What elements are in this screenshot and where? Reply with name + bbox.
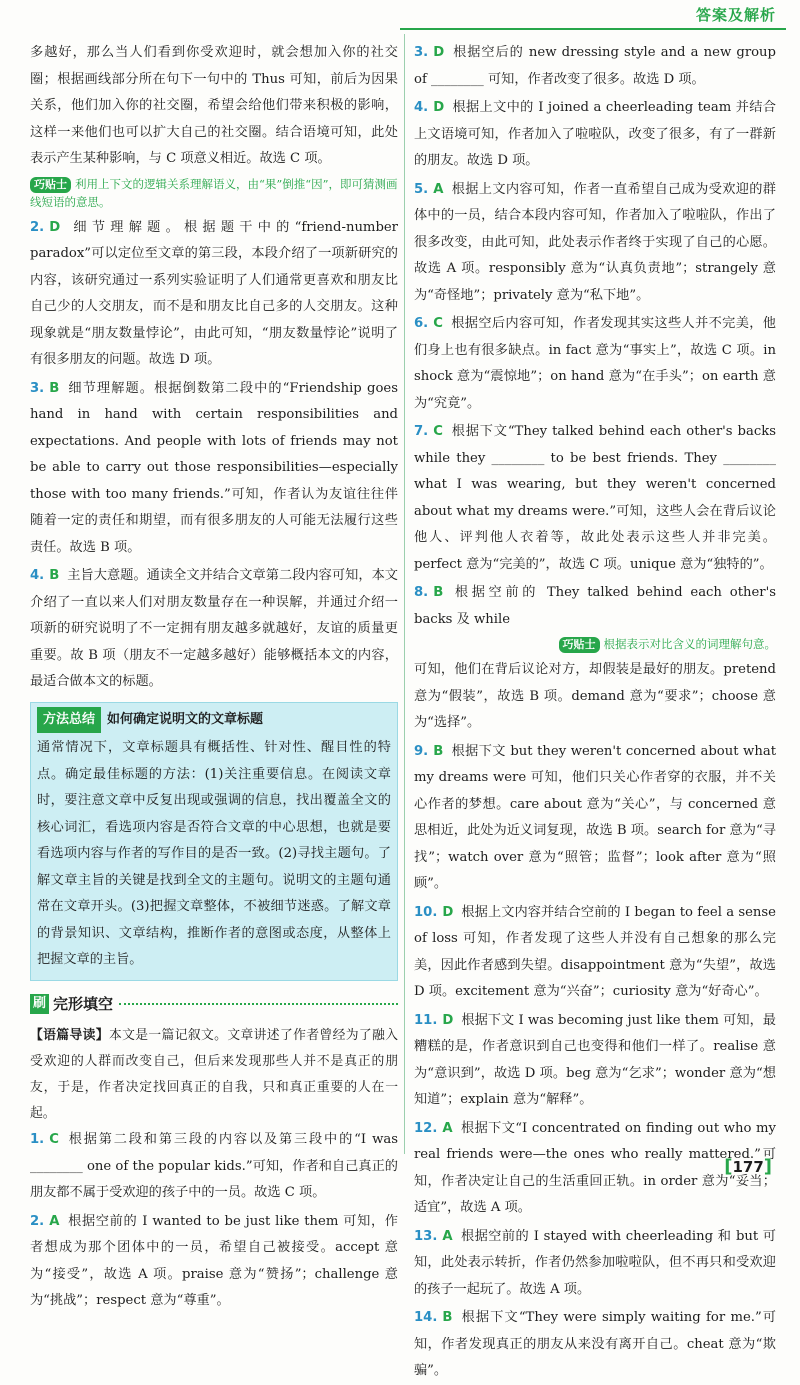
cloze-item-continued [414, 657, 776, 737]
item-number: 3. [414, 45, 429, 60]
answer-item [30, 215, 398, 374]
item-text: 根据下文 I was becoming just like them 可知，最糟糕的是，作者意识到自己也变得和他们一样了。realise 意为“意识到”，故选 D 项。beg 意为“乞求”；wonder 意为“想知道”；explain 意为“解释”。 [414, 1012, 776, 1107]
item-answer: B [433, 743, 444, 759]
item-answer: A [442, 1120, 453, 1136]
item-text: 根据下文“They were simply waiting for me.”可知，作者发现真正的朋友从来没有离开自己。cheat 意为“欺骗”。 [414, 1310, 776, 1378]
guide-label: 【语篇导读】 [30, 1028, 109, 1043]
cloze-item [414, 580, 776, 633]
cloze-item [414, 419, 776, 578]
item-answer: A [433, 181, 444, 197]
item-answer: D [433, 100, 445, 115]
item-text: 细节理解题。根据倒数第二段中的“Friendship goes hand in hand with certain responsibilities and expectations. And people with lots of friends may not be able to carry out those responsibilities—especially those with too many friends.”可知，作者认为友谊往往伴随着一定的责任和期望，而有很多朋友的人可能无法履行这些责任。故选 B 项。 [30, 380, 398, 555]
left-column [30, 40, 399, 1308]
item-answer: B [49, 380, 60, 396]
answer-item [30, 563, 398, 696]
cloze-item [414, 95, 776, 175]
item-text: 根据空前的 I stayed with cheerleading 和 but 可知，此处表示转折，作者仍然参加啦啦队，但不再只和受欢迎的孩子一起玩了。故选 A 项。 [414, 1228, 776, 1297]
item-number: 4. [30, 568, 45, 583]
column-divider [404, 34, 405, 1154]
tip-badge: 巧贴士 [30, 177, 71, 193]
item-text: 细节理解题。根据题干中的“friend-number paradox”可以定位至文章的第三段，本段介绍了一项新研究的内容，该研究通过一系列实验证明了人们通常更喜欢和朋友比自己少的人交朋友，而不是和朋友比自己多的人交朋友。这种现象就是“朋友数量悖论”，由此可知，“朋友数量悖论”说明了有很多朋友的问题。故选 D 项。 [30, 219, 398, 367]
intro-paragraph: 多越好，那么当人们看到你受欢迎时，就会想加入你的社交圈；根据画线部分所在句下一句中的 Thus 可知，前后为因果关系，他们加入你的社交圈，希望会给他们带来积极的影响，这样一来他们也可以扩大自己的社交圈。结合语境可知，此处表示产生某种影响，与 C 项意义相近。故选 C 项。 [30, 45, 398, 166]
item-number: 11. [414, 1012, 438, 1028]
method-tag: 方法总结 [37, 707, 101, 734]
item-answer: D [49, 219, 61, 235]
cloze-item [30, 1209, 398, 1315]
answer-item [30, 376, 398, 562]
item-answer: B [49, 568, 60, 583]
item-text: 根据空前的 I wanted to be just like them 可知，作者想成为那个团体中的一员，希望自己被接受。accept 意为“接受”，故选 A 项。praise 意为“赞扬”；challenge 意为“挑战”；respect 意为“尊重”。 [30, 1213, 398, 1308]
item-number: 9. [414, 743, 429, 759]
cloze-item [414, 40, 776, 93]
cloze-item [414, 1305, 776, 1385]
guide-text: 本文是一篇记叙文。文章讲述了作者曾经为了融入受欢迎的人群而改变自己，但后来发现那些人并不是真正的朋友，于是，作者决定找回真正的自我，只和真正重要的人在一起。 [30, 1028, 399, 1121]
section-badge: 刷 [30, 994, 49, 1014]
item-text: 根据上文内容并结合空前的 I began to feel a sense of loss 可知，作者发现了这些人并没有自己想象的那么完美，因此作者感到失望。disappointment 意为“失望”，故选 D 项。excitement 意为“兴奋”；curiosity 意为“好奇心”。 [414, 904, 776, 999]
section-heading [30, 991, 398, 1018]
item-number: 5. [414, 181, 429, 197]
section-title: 完形填空 [53, 994, 114, 1013]
item-text: 主旨大意题。通读全文并结合文章第二段内容可知，本文介绍了一直以来人们对朋友数量存在一种误解，并通过介绍一项新的研究说明了不一定拥有朋友越多就越好，友谊的质量更重要。故 B 项（朋友不一定越多越好）能够概括本文的内容，最适合做本文的标题。 [30, 568, 398, 689]
item-text: 根据空后的 new dressing style and a new group of ________ 可知，作者改变了很多。故选 D 项。 [414, 45, 776, 87]
item-answer: C [433, 316, 443, 331]
page-number: [177] [724, 1156, 772, 1177]
item-answer: A [442, 1228, 453, 1244]
item-text: 可知，他们在背后议论对方，却假装是最好的朋友。pretend 意为“假装”，故选 B 项。demand 意为“要求”；choose 意为“选择”。 [414, 662, 776, 730]
cloze-item [414, 177, 776, 310]
item-answer: C [49, 1132, 59, 1147]
item-number: 2. [30, 219, 45, 235]
tip-note [414, 635, 776, 653]
method-heading [37, 707, 391, 734]
item-number: 13. [414, 1228, 438, 1244]
cloze-item [414, 311, 776, 417]
item-text: 根据上文内容可知，作者一直希望自己成为受欢迎的群体中的一员，结合本段内容可知，作者加入了啦啦队，作出了很多改变，由此可知，此处表示作者终于实现了自己的心愿。故选 A 项。responsibly 意为“认真负责地”；strangely 意为“奇怪地”；privately 意为“私下地”。 [414, 181, 776, 303]
item-text: 根据空后内容可知，作者发现其实这些人并不完美，他们身上也有很多缺点。in fact 意为“事实上”，故选 C 项。in shock 意为“震惊地”；on hand 意为“在手头”；on earth 意为“究竟”。 [414, 316, 776, 411]
cloze-item [414, 900, 776, 1006]
item-answer: D [433, 45, 445, 60]
cloze-item [30, 1127, 398, 1207]
section-dotted-rule [119, 1003, 398, 1005]
item-answer: C [433, 424, 443, 439]
item-number: 14. [414, 1310, 438, 1325]
item-number: 7. [414, 424, 429, 439]
item-number: 4. [414, 100, 429, 115]
item-number: 1. [30, 1132, 45, 1147]
item-text: 根据上文中的 I joined a cheerleading team 并结合上文语境可知，作者加入了啦啦队，改变了很多，有了一群新的朋友。故选 D 项。 [414, 100, 776, 168]
item-text: 根据下文“I concentrated on finding out who my real friends were—the ones who really mattered.”可知，作者决定让自己的生活重回正轨。in order 意为“妥当；适宜”，故选 A 项。 [414, 1120, 776, 1215]
item-text: 根据下文“They talked behind each other's backs while they ________ to be best friends. They ________ what I was wearing, but they weren't concerned about what my dreams were.”可知，这些人会在背后议论他人、评判他人衣着等，故此处表示这些人并非完美。perfect 意为“完美的”，故选 C 项。unique 意为“独特的”。 [414, 424, 776, 572]
item-number: 2. [30, 1213, 45, 1229]
item-number: 8. [414, 585, 429, 600]
item-answer: D [442, 904, 454, 920]
item-text: 根据下文 but they weren't concerned about what my dreams were 可知，他们只关心作者穿的衣服，并不关心作者的梦想。care about 意为“关心”，与 concerned 意思相近，此处为近义词复现，故选 B 项。search for 意为“寻找”；watch over 意为“照管；监督”；look after 意为“照顾”。 [414, 743, 776, 891]
item-number: 12. [414, 1120, 438, 1136]
item-text: 根据空前的 They talked behind each other's backs 及 while [414, 585, 776, 627]
item-number: 3. [30, 380, 45, 396]
passage-guide [30, 1023, 398, 1127]
item-answer: B [433, 585, 444, 600]
item-text: 根据第二段和第三段的内容以及第三段中的“I was ________ one of the popular kids.”可知，作者和自己真正的朋友都不属于受欢迎的孩子中的一员。故选 C 项。 [30, 1132, 398, 1200]
method-title: 如何确定说明文的文章标题 [107, 711, 264, 727]
cloze-item [414, 1224, 776, 1304]
item-answer: A [49, 1213, 60, 1229]
method-text: 通常情况下，文章标题具有概括性、针对性、醒目性的特点。确定最佳标题的方法：(1)关注重要信息。在阅读文章时，要注意文章中反复出现或强调的信息，找出覆盖全文的核心词汇，看选项内容是否符合文章的中心思想，也就是要看选项内容与作者的写作目的是否一致。(2)寻找主题句。了解文章主旨的关键是找到全文的主题句。说明文的主题句通常在文章开头。(3)把握文章整体，不被细节迷惑。了解文章的背景知识、文章结构，推断作者的意图或态度，从整体上把握文章的主旨。 [37, 740, 391, 967]
tip-text: 根据表示对比含义的词理解句意。 [603, 637, 776, 651]
tip-note [30, 175, 398, 211]
item-answer: B [442, 1310, 453, 1325]
cloze-item [414, 739, 776, 898]
header-rule [400, 28, 786, 30]
header-title: 答案及解析 [695, 6, 776, 24]
item-number: 6. [414, 316, 429, 331]
cloze-item [414, 1008, 776, 1114]
item-answer: D [442, 1012, 454, 1028]
cloze-item [414, 1116, 776, 1222]
tip-text: 利用上下文的逻辑关系理解语义，由“果”倒推“因”，即可猜测画线短语的意思。 [30, 176, 398, 209]
tip-badge: 巧贴士 [559, 637, 600, 653]
item-number: 10. [414, 904, 438, 920]
page-number-value: 177 [732, 1158, 764, 1176]
method-summary-box [30, 702, 398, 981]
